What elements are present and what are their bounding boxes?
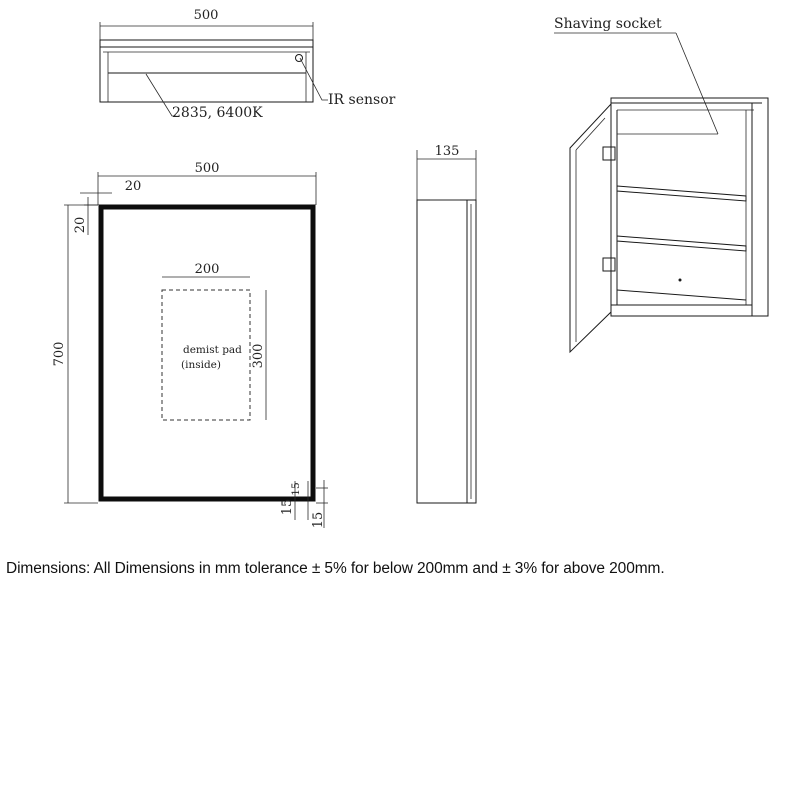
perspective-view: [554, 16, 768, 352]
cabinet-bottom-inner: [617, 290, 746, 300]
dimensions-footnote: Dimensions: All Dimensions in mm tolerance ± 5% for below 200mm and ± 3% for above 200mm.: [6, 560, 665, 577]
frame-top-label: 20: [73, 216, 88, 234]
socket-leader: [676, 33, 718, 134]
ir-sensor-label: IR sensor: [328, 92, 396, 108]
cabinet-sensor-dot: [679, 279, 682, 282]
pad-width-label: 200: [194, 262, 220, 277]
shelf-upper: [617, 186, 746, 201]
side-view: [417, 144, 476, 503]
side-door-outline: [467, 200, 476, 503]
pad-height-label: 300: [251, 343, 266, 369]
top-view: [100, 8, 396, 121]
open-door-inner-top: [576, 118, 605, 150]
front-height-label: 700: [52, 341, 67, 367]
side-body-outline: [417, 200, 467, 503]
ir-sensor-leader: [300, 58, 328, 100]
pad-text-line1: demist pad: [183, 344, 242, 356]
led-label: 2835, 6400K: [172, 105, 263, 121]
front-width-label: 500: [194, 161, 220, 176]
bottom-right-label-1: 15: [280, 498, 295, 516]
frame-left-label: 20: [124, 179, 142, 194]
front-view: [52, 161, 328, 528]
top-width-label: 500: [193, 8, 219, 23]
shelf-lower: [617, 236, 746, 251]
corner-small-label: 15: [290, 482, 302, 496]
hinge-lower: [603, 258, 615, 271]
socket-label: Shaving socket: [554, 16, 662, 32]
top-cabinet-outline: [100, 40, 313, 102]
bottom-right-label-2: 15: [311, 511, 326, 529]
cabinet-back-outline: [611, 98, 768, 316]
hinge-upper: [603, 147, 615, 160]
pad-text-line2: (inside): [181, 359, 221, 371]
side-depth-label: 135: [434, 144, 460, 159]
